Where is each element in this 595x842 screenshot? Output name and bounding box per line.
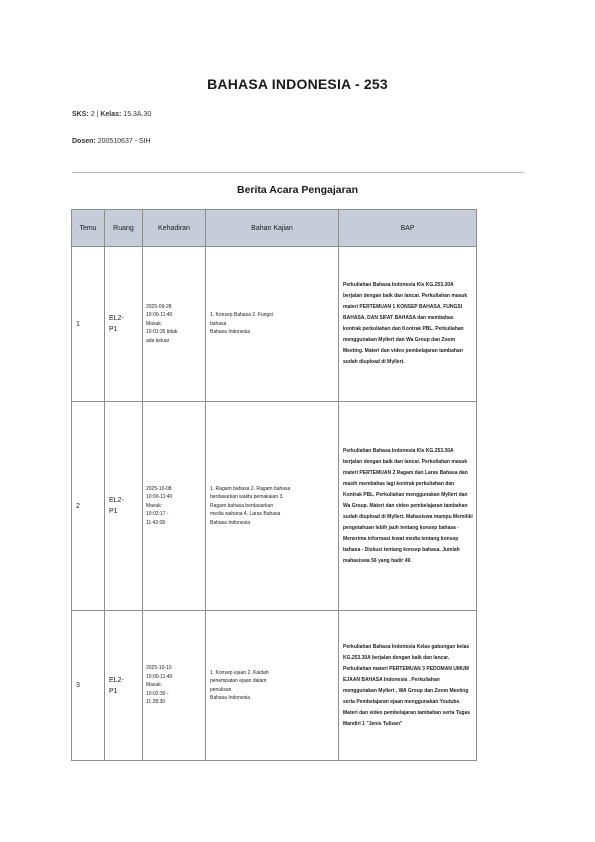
table-row: [72, 611, 477, 761]
lecturer-meta: [72, 138, 151, 145]
cell-bap: Perkuliahan Bahasa Indonesia Kelas gabungan kelas KG.253.30A berjalan dengan baik dan lancar. Perkuliahan materi PERTEMUAN 3 PEDOMAN UMUM EJAAN BAHASA Indonesia . Perkuliahan menggunakan MyIlert , WA Group dan Zoom Meeting serta Pembelajaran ejaan menggunakan Youtube. Materi dan video pembelajaran tambahan serta Tugas Mandiri 1 "Jenis Tulisan": [339, 611, 477, 761]
cell-temu: 1: [72, 247, 105, 402]
document-title: BAHASA INDONESIA - 253: [207, 76, 388, 92]
dosen-value: 200510637 - SIH: [97, 138, 151, 145]
cell-bahan-kajian: 1. Konsep Bahasa 2. Fungsi bahasa Bahasa Indonesia: [206, 247, 339, 402]
cell-temu: 2: [72, 402, 105, 611]
kelas-label: Kelas:: [100, 111, 122, 118]
col-header-ruang: Ruang: [105, 210, 143, 247]
cell-bahan-kajian: 1. Ragam bahasa 2. Ragam bahasa berdasarkan waktu pemakaian 3. Ragam bahasa berdasarkan media wahana 4. Laras Bahasa Bahasa Indonesia: [206, 402, 339, 611]
section-title: Berita Acara Pengajaran: [236, 184, 358, 196]
table-row: [72, 247, 477, 402]
divider: [72, 172, 524, 173]
cell-kehadiran: 2025-10-10 10:00-11:40 Masuk: 10:02:30 - 11:28:30: [143, 611, 206, 761]
sks-value: 2: [90, 111, 95, 118]
course-meta: [72, 111, 151, 118]
cell-ruang: EL2- P1: [105, 402, 143, 611]
cell-kehadiran: 2025-09-28 10:00-11:40 Masuk: 10:01:35 tidak ada keluar: [143, 247, 206, 402]
cell-bap: Perkuliahan Bahasa Indonesia Kls KG.253.30A berjalan dengan baik dan lancar. Perkuliahan masuk materi PERTEMUAN 1 KONSEP BAHASA, FUNGSI BAHASA, DAN SIFAT BAHASA dan membahas kontrak perkuliahan dan Kontrak PBL. Perkuliahan menggunakan MyIlert dan Wa Group dan Zoom Meeting. Materi dan video pembelajaran tambahan sudah diupload di MyIlert.: [339, 247, 477, 402]
col-header-bahan-kajian: Bahan Kajian: [206, 210, 339, 247]
meta-separator: |: [96, 111, 99, 118]
kelas-value: 15.3A.30: [123, 111, 152, 118]
col-header-bap: BAP: [339, 210, 477, 247]
cell-temu: 3: [72, 611, 105, 761]
cell-kehadiran: 2025-10-08 10:00-11:40 Masuk: 10:02:17 - 11:42:08: [143, 402, 206, 611]
teaching-log-table: [71, 209, 477, 761]
cell-bahan-kajian: 1. Konsep ejaan 2. Kaidah penempatan ejaan dalam penulisan Bahasa Indonesia: [206, 611, 339, 761]
cell-bap: Perkuliahan Bahasa Indonesia Kls KG.253.30A berjalan dengan baik dan lancar. Perkuliahan masuk materi PERTEMUAN 2 Ragam dan Laras Bahasa dan masih membahas lagi kontrak perkuliahan dan Kontrak PBL. Perkuliahan menggunakan MyIlert dan Wa Group. Materi dan video pembelajaran tambahan sudah diupload di MyIlert. Mahasiswa mampu Memiliki pengetahuan lebih jauh tentang konsep bahasa - Menerima informasi lewat media tentang konsep bahasa - Diskusi tentang konsep bahasa. Jumlah mahasiswa 56 yang hadir 49.: [339, 402, 477, 611]
col-header-kehadiran: Kehadiran: [143, 210, 206, 247]
sks-label: SKS:: [72, 111, 89, 118]
dosen-label: Dosen:: [72, 138, 96, 145]
table-row: [72, 402, 477, 611]
col-header-temu: Temu: [72, 210, 105, 247]
cell-ruang: EL2- P1: [105, 611, 143, 761]
table-header-row: [72, 210, 477, 247]
cell-ruang: EL2- P1: [105, 247, 143, 402]
